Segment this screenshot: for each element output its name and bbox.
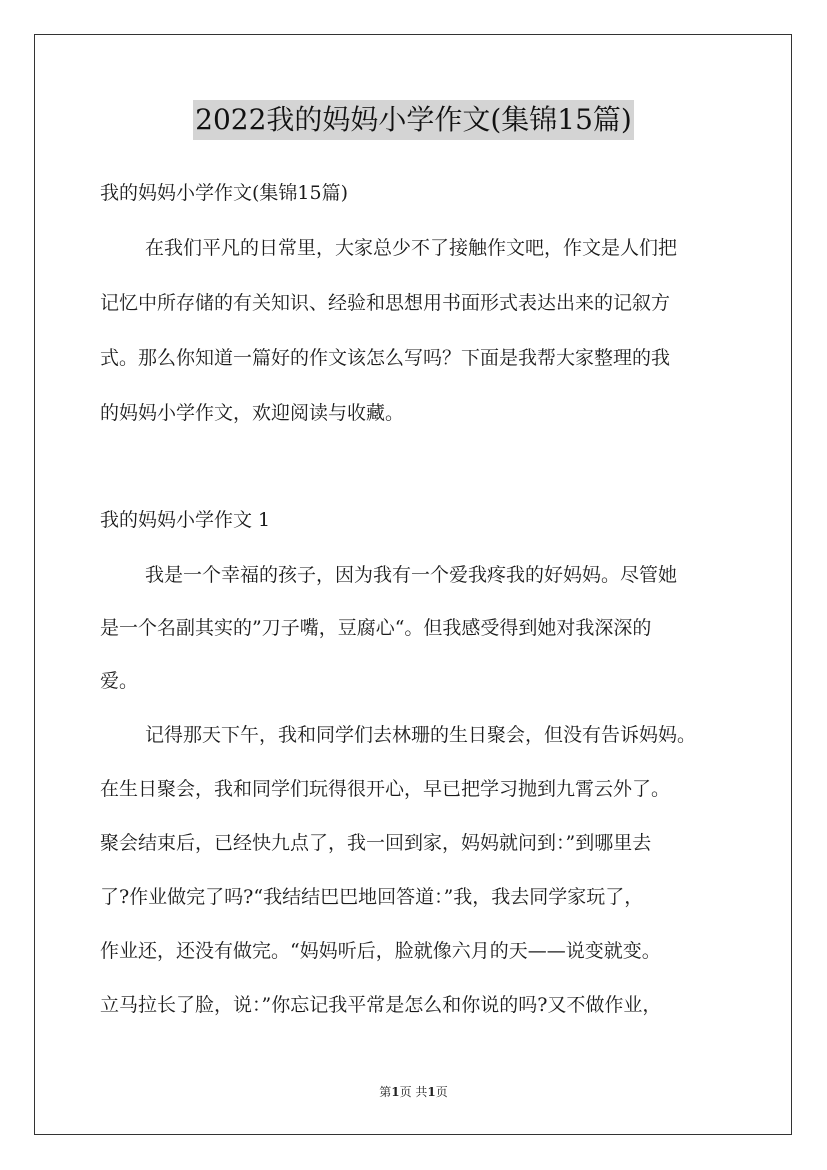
body-line: 我是一个幸福的孩子，因为我有一个爱我疼我的好妈妈。尽管她 bbox=[145, 564, 678, 586]
intro-line: 在我们平凡的日常里，大家总少不了接触作文吧，作文是人们把 bbox=[145, 237, 678, 259]
footer-page-total: 1 bbox=[427, 1085, 436, 1099]
section-heading: 我的妈妈小学作文 1 bbox=[100, 509, 271, 531]
title-container bbox=[0, 100, 827, 140]
body-line: 是一个名副其实的”刀子嘴，豆腐心“。但我感受得到她对我深深的 bbox=[100, 617, 652, 639]
body-line: 聚会结束后，已经快九点了，我一回到家，妈妈就问到：”到哪里去 bbox=[100, 832, 652, 854]
body-line: 了?作业做完了吗?“我结结巴巴地回答道：”我，我去同学家玩了， bbox=[100, 886, 644, 908]
document-subtitle: 我的妈妈小学作文(集锦15篇) bbox=[100, 182, 349, 204]
intro-line: 式。那么你知道一篇好的作文该怎么写吗？下面是我帮大家整理的我 bbox=[100, 347, 671, 369]
body-line: 在生日聚会，我和同学们玩得很开心，早已把学习抛到九霄云外了。 bbox=[100, 778, 671, 800]
footer-page-current: 1 bbox=[391, 1085, 400, 1099]
page-footer bbox=[0, 1084, 827, 1100]
footer-prefix: 第 bbox=[379, 1085, 392, 1099]
footer-mid: 页 共 bbox=[399, 1085, 428, 1099]
body-line: 爱。 bbox=[100, 670, 139, 692]
intro-line: 记忆中所存储的有关知识、经验和思想用书面形式表达出来的记叙方 bbox=[100, 292, 671, 314]
intro-line: 的妈妈小学作文，欢迎阅读与收藏。 bbox=[100, 402, 405, 424]
body-line: 记得那天下午，我和同学们去林珊的生日聚会，但没有告诉妈妈。 bbox=[145, 724, 697, 746]
document-title: 2022我的妈妈小学作文(集锦15篇) bbox=[193, 100, 634, 140]
body-line: 作业还，还没有做完。“妈妈听后，脸就像六月的天——说变就变。 bbox=[100, 940, 661, 962]
footer-suffix: 页 bbox=[435, 1085, 448, 1099]
body-line: 立马拉长了脸，说：”你忘记我平常是怎么和你说的吗?又不做作业， bbox=[100, 994, 662, 1016]
